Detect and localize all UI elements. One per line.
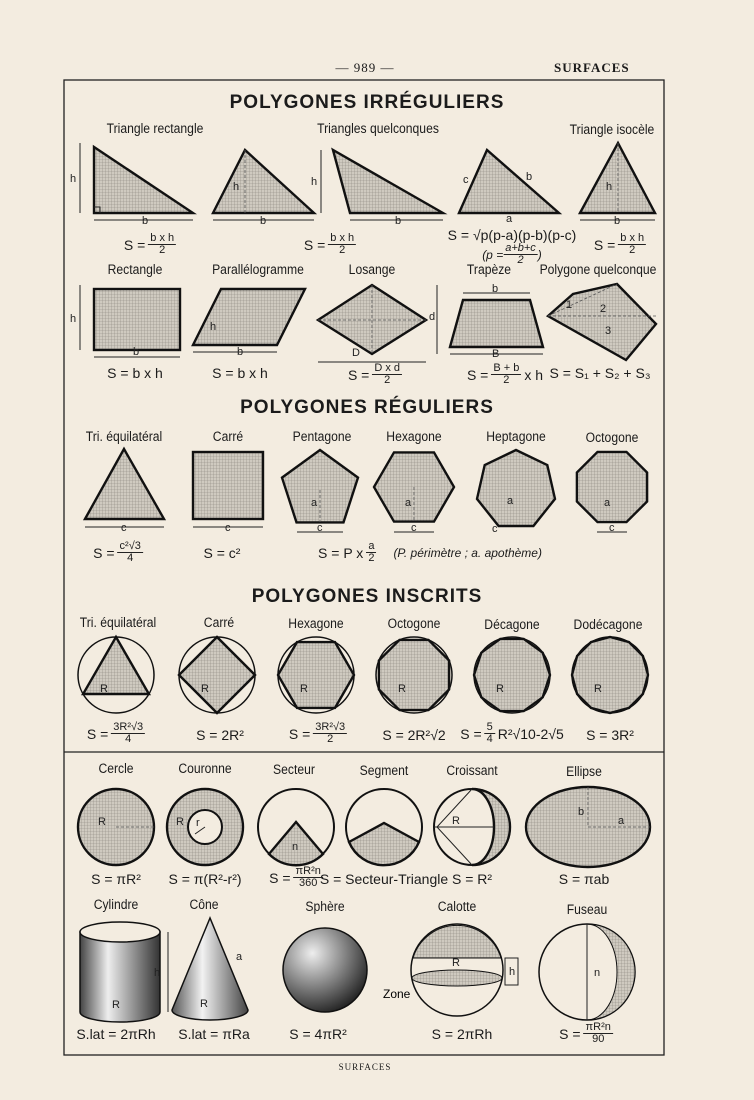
hexagone-label: Hexagone [288, 616, 344, 631]
cylindre-figure [80, 922, 168, 1022]
svg-text:a: a [236, 951, 243, 963]
fraction-numerator: c²√3 [119, 540, 141, 552]
svg-text:h: h [311, 176, 318, 188]
formula-prefix: S = [460, 725, 482, 742]
sph-re-formula [289, 1026, 347, 1042]
svg-text:a: a [506, 213, 513, 225]
title-irreguliers: POLYGONES IRRÉGULIERS [229, 92, 505, 113]
formula-prefix: S = S₁ + S₂ + S₃ [549, 365, 651, 381]
tri-quilat-ral-formula [93, 541, 143, 564]
fraction-numerator: 3R²√3 [113, 721, 144, 733]
c-ne-formula [178, 1026, 250, 1042]
fraction [294, 866, 323, 889]
formula-prefix: S = π(R²-r²) [168, 871, 242, 887]
fraction [148, 233, 176, 256]
cylindre-formula [76, 1026, 155, 1042]
formula-prefix: S = [93, 544, 115, 561]
formula-note-prefix: (p = [482, 247, 504, 262]
triangle-quelconque-2-figure [311, 150, 443, 227]
fraction [111, 722, 145, 745]
fraction-denominator: 2 [517, 254, 524, 266]
formula-prefix: S = b x h [107, 365, 163, 381]
formula-prefix: S = c² [203, 545, 241, 561]
formula-prefix: S = [123, 236, 146, 253]
svg-text:R: R [176, 816, 184, 828]
formula-suffix: x h [524, 366, 544, 383]
svg-text:Zone: Zone [383, 987, 411, 1001]
formula-prefix: S = πR² [91, 871, 141, 887]
svg-text:h: h [70, 313, 77, 325]
triangle-rectangle-formula [124, 233, 176, 256]
fraction [372, 363, 402, 386]
fraction-numerator: D x d [374, 362, 401, 374]
secteur-formula [269, 866, 323, 889]
svg-text:R: R [98, 816, 106, 828]
formula-note-suffix: ) [537, 247, 542, 262]
heptagone-label: Heptagone [486, 429, 546, 444]
fraction-numerator: b x h [330, 232, 355, 244]
couronne-figure [167, 789, 243, 865]
cercle-label: Cercle [98, 761, 134, 776]
cercle-figure [78, 789, 154, 865]
sph-re-label: Sphère [305, 899, 345, 914]
radius-letter: R [201, 683, 209, 695]
radius-letter: R [398, 683, 406, 695]
radius-letter: R [594, 683, 602, 695]
formula-prefix: S.lat = πRa [178, 1026, 250, 1042]
title-inscrits: POLYGONES INSCRITS [251, 586, 483, 607]
formula-prefix: S = [559, 1025, 581, 1042]
fuseau-label: Fuseau [566, 902, 608, 917]
croissant-label: Croissant [446, 763, 498, 778]
svg-text:h: h [154, 967, 161, 979]
ellipse-figure [526, 787, 650, 867]
sphere-figure [283, 928, 367, 1012]
reg-6-formula [318, 541, 542, 564]
fraction-denominator: 2 [368, 552, 375, 564]
svg-text:h: h [70, 173, 77, 185]
fraction [485, 722, 495, 745]
svg-text:B: B [492, 348, 500, 360]
triangle-rectangle-label: Triangle rectangle [106, 121, 204, 136]
fraction [584, 1022, 613, 1045]
d-cagone-label: Décagone [484, 617, 540, 632]
losange-figure [318, 285, 437, 362]
fraction-denominator: 2 [384, 374, 391, 386]
secteur-figure [258, 789, 334, 865]
formula-prefix: S = πab [558, 871, 610, 887]
formula-prefix: S = 3R² [586, 727, 634, 743]
fuseau-formula [559, 1022, 613, 1045]
carre-figure [193, 452, 263, 534]
hexagone-label: Hexagone [386, 429, 442, 444]
svg-text:2: 2 [600, 303, 607, 315]
svg-text:h: h [606, 181, 613, 193]
polygone-quelconque-label: Polygone quelconque [539, 262, 657, 277]
fraction-denominator: 4 [486, 733, 493, 745]
formula-prefix: S = [347, 366, 370, 383]
svg-text:a: a [405, 497, 412, 509]
formula-suffix: R²√10-2√5 [497, 725, 564, 742]
svg-text:c: c [463, 174, 469, 186]
fraction-numerator: b x h [620, 232, 645, 244]
octogone-label: Octogone [585, 430, 639, 445]
formula-prefix: S.lat = 2πRh [76, 1026, 156, 1042]
svg-text:R: R [200, 998, 208, 1010]
svg-text:a: a [618, 815, 625, 827]
fraction-denominator: 2 [629, 244, 636, 256]
heptagone-figure [477, 450, 555, 535]
formula-prefix: S = 2R² [196, 727, 244, 743]
fraction-denominator: 2 [503, 374, 510, 386]
octogone-figure [577, 452, 647, 534]
c-ne-label: Cône [189, 897, 219, 912]
svg-text:b: b [492, 283, 499, 295]
rectangle-label: Rectangle [107, 262, 163, 277]
svg-text:1: 1 [566, 299, 573, 311]
formula-prefix: S = R² [451, 871, 493, 887]
fraction-numerator: b x h [150, 232, 175, 244]
fraction [366, 541, 376, 564]
cone-figure [172, 918, 248, 1020]
segment-formula [320, 871, 448, 887]
couronne-formula [168, 871, 241, 887]
inscribed-polygon [474, 639, 550, 711]
svg-text:D: D [352, 347, 360, 359]
dod-cagone-label: Dodécagone [573, 617, 643, 632]
couronne-label: Couronne [178, 761, 232, 776]
hexagone-figure [374, 452, 454, 534]
svg-text:c: c [609, 522, 615, 534]
formula-prefix: S = [466, 366, 489, 383]
segment-label: Segment [359, 763, 409, 778]
svg-text:a: a [311, 497, 318, 509]
formula-prefix: S = 2R²√2 [382, 727, 446, 743]
svg-text:b: b [142, 215, 149, 227]
svg-text:n: n [594, 967, 601, 979]
svg-text:b: b [237, 346, 244, 358]
fraction-numerator: 5 [486, 721, 493, 733]
formula-prefix: S = [593, 236, 616, 253]
svg-text:b: b [133, 346, 140, 358]
svg-text:R: R [112, 999, 120, 1011]
svg-text:b: b [614, 215, 621, 227]
radius-letter: R [300, 683, 308, 695]
carr--formula [204, 545, 241, 561]
trapeze-figure [450, 283, 543, 360]
running-header: SURFACES [554, 60, 630, 75]
dod-cagone-formula [586, 727, 634, 743]
calotte-formula [432, 1026, 493, 1042]
formula-prefix: S = P x [318, 544, 364, 561]
parallelogramme-figure [193, 289, 305, 358]
d-cagone-formula [460, 722, 563, 745]
svg-text:d: d [429, 311, 436, 323]
fraction [313, 722, 347, 745]
svg-text:c: c [225, 522, 231, 534]
losange-label: Losange [348, 262, 396, 277]
cylindre-label: Cylindre [93, 897, 139, 912]
fraction-denominator: 2 [339, 244, 346, 256]
triangle-equilateral-figure [85, 449, 164, 534]
fraction-denominator: 90 [592, 1033, 605, 1045]
formula-prefix: S = 4πR² [289, 1026, 347, 1042]
svg-text:c: c [492, 523, 498, 535]
calotte-label: Calotte [437, 899, 477, 914]
irreg-2-formula [448, 227, 577, 266]
formula-prefix: S = [303, 236, 326, 253]
ellipse-formula [559, 871, 610, 887]
svg-text:b: b [526, 171, 533, 183]
fraction [618, 233, 646, 256]
svg-text:a: a [604, 497, 611, 509]
fraction-denominator: 4 [125, 733, 132, 745]
polygone-quelconque-figure [548, 284, 656, 360]
svg-text:r: r [196, 817, 200, 829]
ellipse-label: Ellipse [566, 764, 602, 779]
tri-quilat-ral-label: Tri. équilatéral [85, 429, 163, 444]
svg-text:b: b [578, 806, 585, 818]
croissant-formula [452, 871, 492, 887]
croissant-figure [434, 789, 510, 865]
svg-text:3: 3 [605, 325, 612, 337]
formula-prefix: S = √p(p-a)(p-b)(p-c) [447, 227, 577, 243]
page-number: — 989 — [335, 60, 395, 75]
triangle-abc-figure [459, 150, 559, 225]
fraction [491, 363, 521, 386]
carr--label: Carré [203, 615, 235, 630]
pentagone-figure [282, 450, 358, 534]
cercle-formula [91, 871, 141, 887]
svg-text:c: c [411, 522, 417, 534]
fraction-numerator: a+b+c [505, 242, 536, 254]
inscribed-polygon [379, 640, 449, 710]
formula-note: (P. périmètre ; a. apothème) [393, 545, 542, 560]
svg-text:b: b [260, 215, 267, 227]
rectangle-formula [107, 365, 163, 381]
fraction-denominator: 360 [299, 877, 318, 889]
triangle-isoc-le-formula [594, 233, 646, 256]
triangle-rectangle-figure [70, 143, 193, 227]
octogone-label: Octogone [387, 616, 441, 631]
radius-letter: R [496, 683, 504, 695]
triangles-quelconques-label: Triangles quelconques [317, 121, 439, 136]
octogone-formula [382, 727, 445, 743]
tri-quilat-ral-label: Tri. équilatéral [79, 615, 157, 630]
carr--label: Carré [212, 429, 244, 444]
fraction [328, 233, 356, 256]
fraction-numerator: πR²n [585, 1021, 611, 1033]
fraction [118, 541, 143, 564]
svg-text:R: R [452, 815, 460, 827]
svg-text:R: R [452, 957, 460, 969]
triangles-quelconques-formula [304, 233, 356, 256]
inscribed-polygons-figures [78, 637, 648, 713]
trap-ze-formula [467, 363, 543, 386]
fraction-denominator: 2 [327, 733, 334, 745]
hexagone-formula [289, 722, 347, 745]
svg-text:h: h [233, 181, 240, 193]
svg-text:h: h [509, 966, 516, 978]
fraction-numerator: πR²n [295, 865, 321, 877]
fraction-numerator: B + b [493, 362, 520, 374]
secteur-label: Secteur [273, 762, 315, 777]
triangle-isocele-figure [580, 143, 655, 227]
svg-text:n: n [292, 841, 299, 853]
formula-prefix: S = [86, 725, 109, 742]
svg-text:c: c [121, 522, 127, 534]
fraction-numerator: 3R²√3 [315, 721, 346, 733]
svg-text:b: b [395, 215, 402, 227]
fraction-numerator: a [368, 540, 375, 552]
formula-prefix: S = [269, 869, 291, 886]
formula-prefix: S = 2πRh [431, 1026, 493, 1042]
formula-prefix: S = b x h [212, 365, 268, 381]
tri-quilat-ral-formula [87, 722, 145, 745]
formula-prefix: S = [288, 725, 311, 742]
inscribed-polygon [278, 642, 354, 708]
inscribed-polygon [572, 637, 648, 713]
carr--formula [196, 727, 244, 743]
fraction-denominator: 2 [159, 244, 166, 256]
segment-figure [346, 789, 422, 865]
fuseau-figure [539, 924, 635, 1020]
calotte-figure [383, 924, 518, 1016]
losange-formula [348, 363, 402, 386]
svg-text:h: h [210, 321, 217, 333]
footer: SURFACES [338, 1062, 392, 1072]
trap-ze-label: Trapèze [466, 262, 512, 277]
triangle-quelconque-1-figure [213, 150, 314, 227]
svg-text:c: c [317, 522, 323, 534]
pentagone-label: Pentagone [292, 429, 352, 444]
title-reguliers: POLYGONES RÉGULIERS [240, 397, 494, 418]
svg-text:a: a [507, 495, 514, 507]
rectangle-figure [70, 285, 180, 358]
formula-prefix: S = Secteur-Triangle [319, 871, 449, 887]
parall-logramme-formula [212, 365, 268, 381]
fraction-denominator: 4 [127, 552, 134, 564]
radius-letter: R [100, 683, 108, 695]
triangle-isoc-le-label: Triangle isocèle [569, 122, 655, 137]
polygone-quelconque-formula [549, 365, 650, 381]
parall-logramme-label: Parallélogramme [212, 262, 304, 277]
